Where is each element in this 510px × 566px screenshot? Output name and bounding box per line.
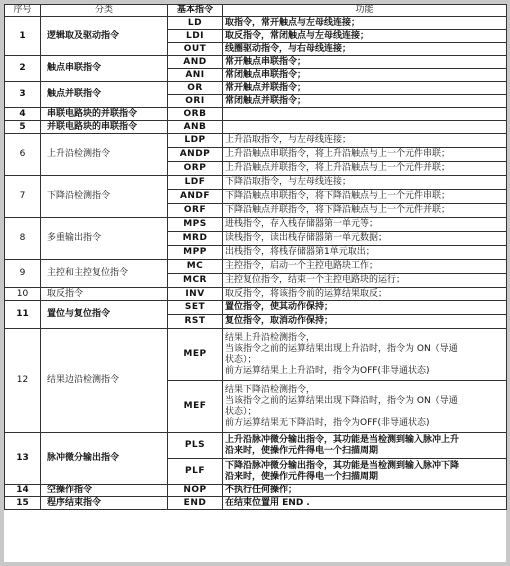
function-cell: 下降沿触点串联指令，将下降沿触点与上一个元件串联； (223, 190, 507, 204)
function-line: 当该指令之前的运算结果出现上升沿时，指令为 ON（导通 (225, 343, 458, 354)
instruction-cell: LD (168, 17, 223, 30)
function-cell: 取反指令，常闭触点与左母线连接； (223, 30, 507, 43)
category-cell: 程序结束指令 (41, 497, 168, 510)
instruction-cell: MEP (168, 329, 223, 381)
function-line: 上升沿脉冲微分输出指令，其功能是当检测到输入脉冲上升 (225, 434, 460, 445)
function-cell: 下降沿取指令，与左母线连接； (223, 176, 507, 190)
function-cell: 上升沿触点串联指令，将上升沿触点与上一个元件串联； (223, 148, 507, 162)
function-cell (223, 433, 507, 459)
function-cell: 置位指令，使其动作保持； (223, 301, 507, 315)
row-number: 2 (5, 56, 41, 82)
instruction-cell: ORI (168, 95, 223, 108)
function-cell: 下降沿触点并联指令，将下降沿触点与上一个元件并联； (223, 204, 507, 218)
row-number: 10 (5, 288, 41, 301)
row-number: 3 (5, 82, 41, 108)
row-number: 5 (5, 121, 41, 134)
function-cell (223, 329, 507, 381)
function-cell: 在结束位置用 END . (223, 497, 507, 510)
row-number: 4 (5, 108, 41, 121)
instruction-cell: MPS (168, 218, 223, 232)
category-cell: 触点并联指令 (41, 82, 168, 108)
instruction-cell: LDF (168, 176, 223, 190)
instruction-cell: ANI (168, 69, 223, 82)
function-line: 状态）； (225, 354, 257, 365)
header-category: 分类 (41, 5, 168, 17)
instruction-cell: OR (168, 82, 223, 95)
table-row (5, 329, 507, 381)
instruction-cell: MPP (168, 246, 223, 260)
category-cell: 逻辑取及驱动指令 (41, 17, 168, 56)
function-cell: 上升沿取指令，与左母线连接； (223, 134, 507, 148)
function-line: 当该指令之前的运算结果出现下降沿时，指令为 ON（导通 (225, 395, 458, 406)
function-line: 下降沿脉冲微分输出指令，其功能是当检测到输入脉冲下降 (225, 460, 460, 471)
instruction-cell: MRD (168, 232, 223, 246)
table-row (5, 260, 507, 274)
function-cell: 读栈指令，读出栈存储器第一单元数据； (223, 232, 507, 246)
function-cell: 线圈驱动指令，与右母线连接； (223, 43, 507, 56)
table-body (5, 17, 507, 510)
function-line: 前方运算结果上上升沿时，指令为OFF(非导通状态) (225, 365, 430, 376)
instruction-cell: INV (168, 288, 223, 301)
function-cell: 常开触点并联指令； (223, 82, 507, 95)
function-line: 前方运算结果无下降沿时，指令为OFF(非导通状态) (225, 417, 430, 428)
header-instruction: 基本指令 (168, 5, 223, 17)
instruction-cell: PLF (168, 459, 223, 485)
function-cell (223, 381, 507, 433)
row-number: 1 (5, 17, 41, 56)
instruction-cell: OUT (168, 43, 223, 56)
row-number: 14 (5, 485, 41, 497)
table-row (5, 176, 507, 190)
row-number: 6 (5, 134, 41, 176)
instruction-cell: SET (168, 301, 223, 315)
row-number: 11 (5, 301, 41, 329)
row-number: 9 (5, 260, 41, 288)
function-cell: 主控指令，启动一个主控电路块工作； (223, 260, 507, 274)
instruction-cell: ANB (168, 121, 223, 134)
function-cell: 取反指令，将该指令前的运算结果取反； (223, 288, 507, 301)
table-row (5, 82, 507, 95)
table-row (5, 301, 507, 315)
instruction-cell: AND (168, 56, 223, 69)
instruction-cell: MCR (168, 274, 223, 288)
instruction-cell: MC (168, 260, 223, 274)
function-line: 结果上升沿检测指令， (225, 332, 316, 343)
category-cell: 结果边沿检测指令 (41, 329, 168, 433)
function-cell: 进栈指令，存入栈存储器第一单元等； (223, 218, 507, 232)
category-cell: 脉冲微分输出指令 (41, 433, 168, 485)
table-row (5, 485, 507, 497)
category-cell: 下降沿检测指令 (41, 176, 168, 218)
category-cell: 多重输出指令 (41, 218, 168, 260)
function-cell (223, 459, 507, 485)
instruction-cell: END (168, 497, 223, 510)
instruction-cell: LDI (168, 30, 223, 43)
function-cell: 常闭触点并联指令； (223, 95, 507, 108)
row-number: 8 (5, 218, 41, 260)
function-line: 沿来时，使操作元件得电一个扫描周期 (225, 471, 379, 482)
table-row (5, 108, 507, 121)
function-cell: 上升沿触点并联指令，将上升沿触点与上一个元件并联； (223, 162, 507, 176)
function-cell: 复位指令，取消动作保持； (223, 315, 507, 329)
instruction-cell: ANDF (168, 190, 223, 204)
table-row (5, 17, 507, 30)
function-cell: 常开触点串联指令； (223, 56, 507, 69)
row-number: 15 (5, 497, 41, 510)
function-cell: 常闭触点串联指令； (223, 69, 507, 82)
instruction-cell: ANDP (168, 148, 223, 162)
function-cell: 取指令，常开触点与左母线连接； (223, 17, 507, 30)
category-cell: 并联电路块的串联指令 (41, 121, 168, 134)
function-line: 沿来时，使操作元件得电一个扫描周期 (225, 445, 379, 456)
function-cell: 主控复位指令，结束一个主控电路块的运行； (223, 274, 507, 288)
row-number: 12 (5, 329, 41, 433)
function-cell (223, 121, 507, 134)
instruction-cell: PLS (168, 433, 223, 459)
row-number: 7 (5, 176, 41, 218)
function-cell: 不执行任何操作； (223, 485, 507, 497)
category-cell: 上升沿检测指令 (41, 134, 168, 176)
instruction-cell: RST (168, 315, 223, 329)
function-cell (223, 108, 507, 121)
header-function: 功能 (223, 5, 507, 17)
table-row (5, 433, 507, 459)
table-row (5, 134, 507, 148)
instruction-cell: ORB (168, 108, 223, 121)
plc-instruction-table (4, 4, 507, 510)
table-row (5, 288, 507, 301)
table-row (5, 497, 507, 510)
header-row (5, 5, 507, 17)
row-number: 13 (5, 433, 41, 485)
instruction-cell: NOP (168, 485, 223, 497)
function-cell: 出栈指令，将栈存储器第1单元取出； (223, 246, 507, 260)
category-cell: 主控和主控复位指令 (41, 260, 168, 288)
function-line: 结果下降沿检测指令， (225, 384, 316, 395)
category-cell: 取反指令 (41, 288, 168, 301)
category-cell: 串联电路块的并联指令 (41, 108, 168, 121)
header-num: 序号 (5, 5, 41, 17)
table-row (5, 56, 507, 69)
table-row (5, 121, 507, 134)
instruction-cell: LDP (168, 134, 223, 148)
table-row (5, 218, 507, 232)
instruction-cell: ORP (168, 162, 223, 176)
category-cell: 触点串联指令 (41, 56, 168, 82)
instruction-cell: ORF (168, 204, 223, 218)
category-cell: 空操作指令 (41, 485, 168, 497)
instruction-cell: MEF (168, 381, 223, 433)
function-line: 状态）； (225, 406, 257, 417)
category-cell: 置位与复位指令 (41, 301, 168, 329)
